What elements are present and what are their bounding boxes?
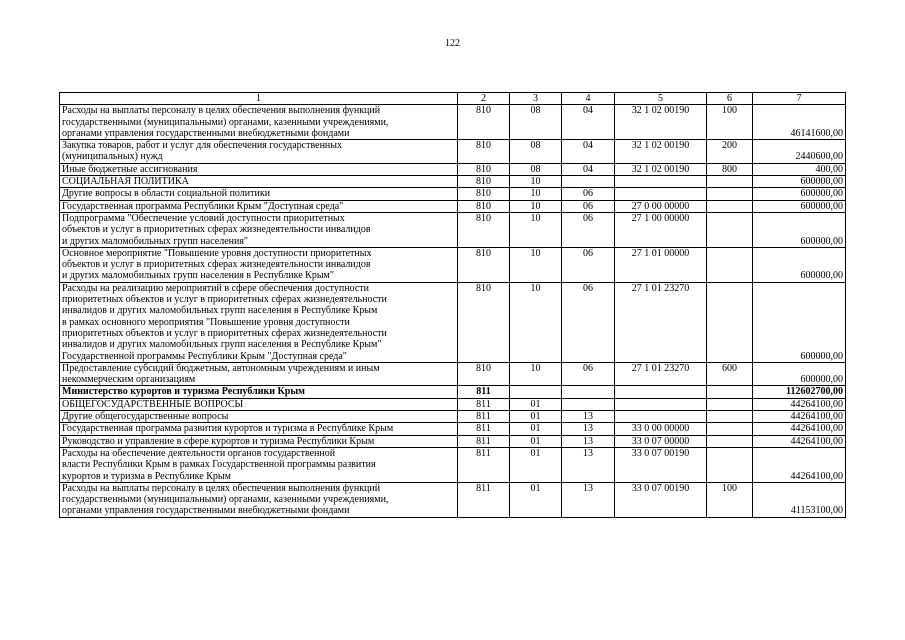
cell-amount: 600000,00 xyxy=(753,362,846,386)
cell-target-article: 32 1 02 00190 xyxy=(615,105,707,140)
table-row xyxy=(60,423,846,435)
cell-expense-type: 200 xyxy=(707,140,753,164)
cell-expense-type: 600 xyxy=(707,362,753,386)
cell-expense-type xyxy=(707,176,753,188)
page-number: 122 xyxy=(445,38,460,49)
cell-expense-type xyxy=(707,447,753,482)
cell-subsection: 06 xyxy=(562,247,615,282)
cell-section: 01 xyxy=(510,435,562,447)
cell-name: Министерство курортов и туризма Республики Крым xyxy=(60,386,458,398)
table-row xyxy=(60,411,846,423)
cell-section: 10 xyxy=(510,200,562,212)
header-cell: 5 xyxy=(615,93,707,105)
cell-section: 10 xyxy=(510,282,562,362)
header-cell: 1 xyxy=(60,93,458,105)
cell-ministry-code: 811 xyxy=(458,447,510,482)
cell-amount: 600000,00 xyxy=(753,282,846,362)
cell-expense-type: 100 xyxy=(707,482,753,517)
cell-target-article xyxy=(615,398,707,410)
cell-target-article: 32 1 02 00190 xyxy=(615,163,707,175)
cell-name: Государственная программа развития курортов и туризма в Республике Крым xyxy=(60,423,458,435)
cell-section: 01 xyxy=(510,411,562,423)
cell-amount: 44264100,00 xyxy=(753,411,846,423)
cell-section: 01 xyxy=(510,482,562,517)
cell-ministry-code: 810 xyxy=(458,212,510,247)
table-row xyxy=(60,188,846,200)
cell-amount: 600000,00 xyxy=(753,200,846,212)
cell-amount: 600000,00 xyxy=(753,176,846,188)
table-row xyxy=(60,386,846,398)
cell-section: 10 xyxy=(510,247,562,282)
table-row xyxy=(60,163,846,175)
cell-ministry-code: 811 xyxy=(458,411,510,423)
cell-name: Закупка товаров, работ и услуг для обеспечения государственных (муниципальных) нужд xyxy=(60,140,458,164)
cell-target-article: 27 1 01 23270 xyxy=(615,282,707,362)
table-row xyxy=(60,200,846,212)
table-row xyxy=(60,282,846,362)
cell-ministry-code: 810 xyxy=(458,140,510,164)
cell-subsection: 13 xyxy=(562,447,615,482)
cell-section xyxy=(510,386,562,398)
header-cell: 4 xyxy=(562,93,615,105)
budget-table xyxy=(59,92,846,518)
cell-section: 08 xyxy=(510,140,562,164)
cell-name: Основное мероприятие "Повышение уровня доступности приоритетных объектов и услуг в приоритетных сферах жизнедеятельности инвалидов и других маломобильных групп населения в Республике Крым" xyxy=(60,247,458,282)
cell-name: Руководство и управление в сфере курортов и туризма Республики Крым xyxy=(60,435,458,447)
cell-name: Расходы на реализацию мероприятий в сфере обеспечения доступности приоритетных объектов и услуг в приоритетных сферах жизнедеятельности инвалидов и других маломобильных групп населения в Республике Крым в рамках основного мероприятия "Повышение уровня доступности приоритетных объектов и услуг в приоритетных сферах жизнедеятельности инвалидов и других маломобильных групп населения в Республике Крым" Государственной программы Республики Крым "Доступная среда" xyxy=(60,282,458,362)
cell-expense-type xyxy=(707,188,753,200)
cell-subsection: 13 xyxy=(562,411,615,423)
table-row xyxy=(60,435,846,447)
table-body xyxy=(60,93,846,518)
cell-ministry-code: 811 xyxy=(458,398,510,410)
cell-name: СОЦИАЛЬНАЯ ПОЛИТИКА xyxy=(60,176,458,188)
cell-subsection: 06 xyxy=(562,212,615,247)
cell-name: Расходы на обеспечение деятельности органов государственной власти Республики Крым в рамках Государственной программы развития курортов и туризма в Республике Крым xyxy=(60,447,458,482)
cell-name: Государственная программа Республики Крым "Доступная среда" xyxy=(60,200,458,212)
cell-ministry-code: 810 xyxy=(458,362,510,386)
header-cell: 2 xyxy=(458,93,510,105)
cell-name: Подпрограмма "Обеспечение условий доступности приоритетных объектов и услуг в приоритетных сферах жизнедеятельности инвалидов и других маломобильных групп населения" xyxy=(60,212,458,247)
cell-target-article: 27 1 01 00000 xyxy=(615,247,707,282)
cell-section: 10 xyxy=(510,188,562,200)
cell-target-article: 33 0 07 00190 xyxy=(615,482,707,517)
cell-target-article xyxy=(615,411,707,423)
table-row xyxy=(60,105,846,140)
cell-amount: 400,00 xyxy=(753,163,846,175)
cell-subsection: 13 xyxy=(562,482,615,517)
cell-subsection xyxy=(562,386,615,398)
header-cell: 3 xyxy=(510,93,562,105)
cell-name: Расходы на выплаты персоналу в целях обеспечения выполнения функций государственными (муниципальными) органами, казенными учреждениями, органами управления государственными внебюджетными фондами xyxy=(60,105,458,140)
cell-expense-type xyxy=(707,282,753,362)
cell-target-article xyxy=(615,386,707,398)
cell-subsection xyxy=(562,176,615,188)
table-row xyxy=(60,447,846,482)
cell-section: 08 xyxy=(510,105,562,140)
cell-expense-type xyxy=(707,435,753,447)
cell-ministry-code: 810 xyxy=(458,282,510,362)
table-row xyxy=(60,247,846,282)
cell-subsection: 06 xyxy=(562,362,615,386)
cell-amount: 41153100,00 xyxy=(753,482,846,517)
cell-amount: 600000,00 xyxy=(753,212,846,247)
table-row xyxy=(60,212,846,247)
table-row xyxy=(60,398,846,410)
cell-target-article: 27 1 01 23270 xyxy=(615,362,707,386)
cell-target-article: 33 0 07 00190 xyxy=(615,447,707,482)
cell-amount: 46141600,00 xyxy=(753,105,846,140)
cell-section: 01 xyxy=(510,447,562,482)
cell-subsection: 13 xyxy=(562,435,615,447)
cell-ministry-code: 810 xyxy=(458,200,510,212)
cell-expense-type xyxy=(707,411,753,423)
cell-ministry-code: 810 xyxy=(458,163,510,175)
table-row xyxy=(60,362,846,386)
cell-amount: 600000,00 xyxy=(753,247,846,282)
cell-amount: 44264100,00 xyxy=(753,435,846,447)
table-header-row xyxy=(60,93,846,105)
cell-target-article: 33 0 07 00000 xyxy=(615,435,707,447)
cell-name: Другие вопросы в области социальной политики xyxy=(60,188,458,200)
table-row xyxy=(60,482,846,517)
cell-ministry-code: 811 xyxy=(458,482,510,517)
cell-section: 01 xyxy=(510,423,562,435)
cell-target-article: 27 0 00 00000 xyxy=(615,200,707,212)
cell-name: Предоставление субсидий бюджетным, автономным учреждениям и иным некоммерческим организациям xyxy=(60,362,458,386)
cell-expense-type xyxy=(707,386,753,398)
cell-name: ОБЩЕГОСУДАРСТВЕННЫЕ ВОПРОСЫ xyxy=(60,398,458,410)
cell-name: Расходы на выплаты персоналу в целях обеспечения выполнения функций государственными (муниципальными) органами, казенными учреждениями, органами управления государственными внебюджетными фондами xyxy=(60,482,458,517)
cell-ministry-code: 811 xyxy=(458,386,510,398)
cell-ministry-code: 810 xyxy=(458,247,510,282)
cell-amount: 600000,00 xyxy=(753,188,846,200)
table-row xyxy=(60,176,846,188)
cell-expense-type xyxy=(707,247,753,282)
cell-expense-type xyxy=(707,398,753,410)
cell-expense-type xyxy=(707,423,753,435)
cell-target-article xyxy=(615,188,707,200)
cell-target-article: 33 0 00 00000 xyxy=(615,423,707,435)
cell-target-article: 27 1 00 00000 xyxy=(615,212,707,247)
cell-amount: 44264100,00 xyxy=(753,398,846,410)
cell-section: 10 xyxy=(510,362,562,386)
cell-subsection: 13 xyxy=(562,423,615,435)
cell-ministry-code: 810 xyxy=(458,176,510,188)
cell-subsection: 04 xyxy=(562,105,615,140)
cell-target-article xyxy=(615,176,707,188)
cell-subsection: 06 xyxy=(562,188,615,200)
header-cell: 7 xyxy=(753,93,846,105)
cell-target-article: 32 1 02 00190 xyxy=(615,140,707,164)
cell-amount: 2440600,00 xyxy=(753,140,846,164)
cell-expense-type: 800 xyxy=(707,163,753,175)
cell-subsection: 04 xyxy=(562,163,615,175)
cell-name: Иные бюджетные ассигнования xyxy=(60,163,458,175)
cell-subsection xyxy=(562,398,615,410)
cell-ministry-code: 811 xyxy=(458,423,510,435)
cell-section: 10 xyxy=(510,176,562,188)
cell-ministry-code: 811 xyxy=(458,435,510,447)
cell-section: 10 xyxy=(510,212,562,247)
table-row xyxy=(60,140,846,164)
cell-name: Другие общегосударственные вопросы xyxy=(60,411,458,423)
header-cell: 6 xyxy=(707,93,753,105)
cell-amount: 44264100,00 xyxy=(753,423,846,435)
cell-ministry-code: 810 xyxy=(458,105,510,140)
cell-ministry-code: 810 xyxy=(458,188,510,200)
cell-expense-type xyxy=(707,200,753,212)
cell-subsection: 06 xyxy=(562,200,615,212)
cell-section: 01 xyxy=(510,398,562,410)
cell-subsection: 06 xyxy=(562,282,615,362)
cell-section: 08 xyxy=(510,163,562,175)
cell-subsection: 04 xyxy=(562,140,615,164)
cell-expense-type xyxy=(707,212,753,247)
cell-expense-type: 100 xyxy=(707,105,753,140)
cell-amount: 44264100,00 xyxy=(753,447,846,482)
cell-amount: 112602700,00 xyxy=(753,386,846,398)
